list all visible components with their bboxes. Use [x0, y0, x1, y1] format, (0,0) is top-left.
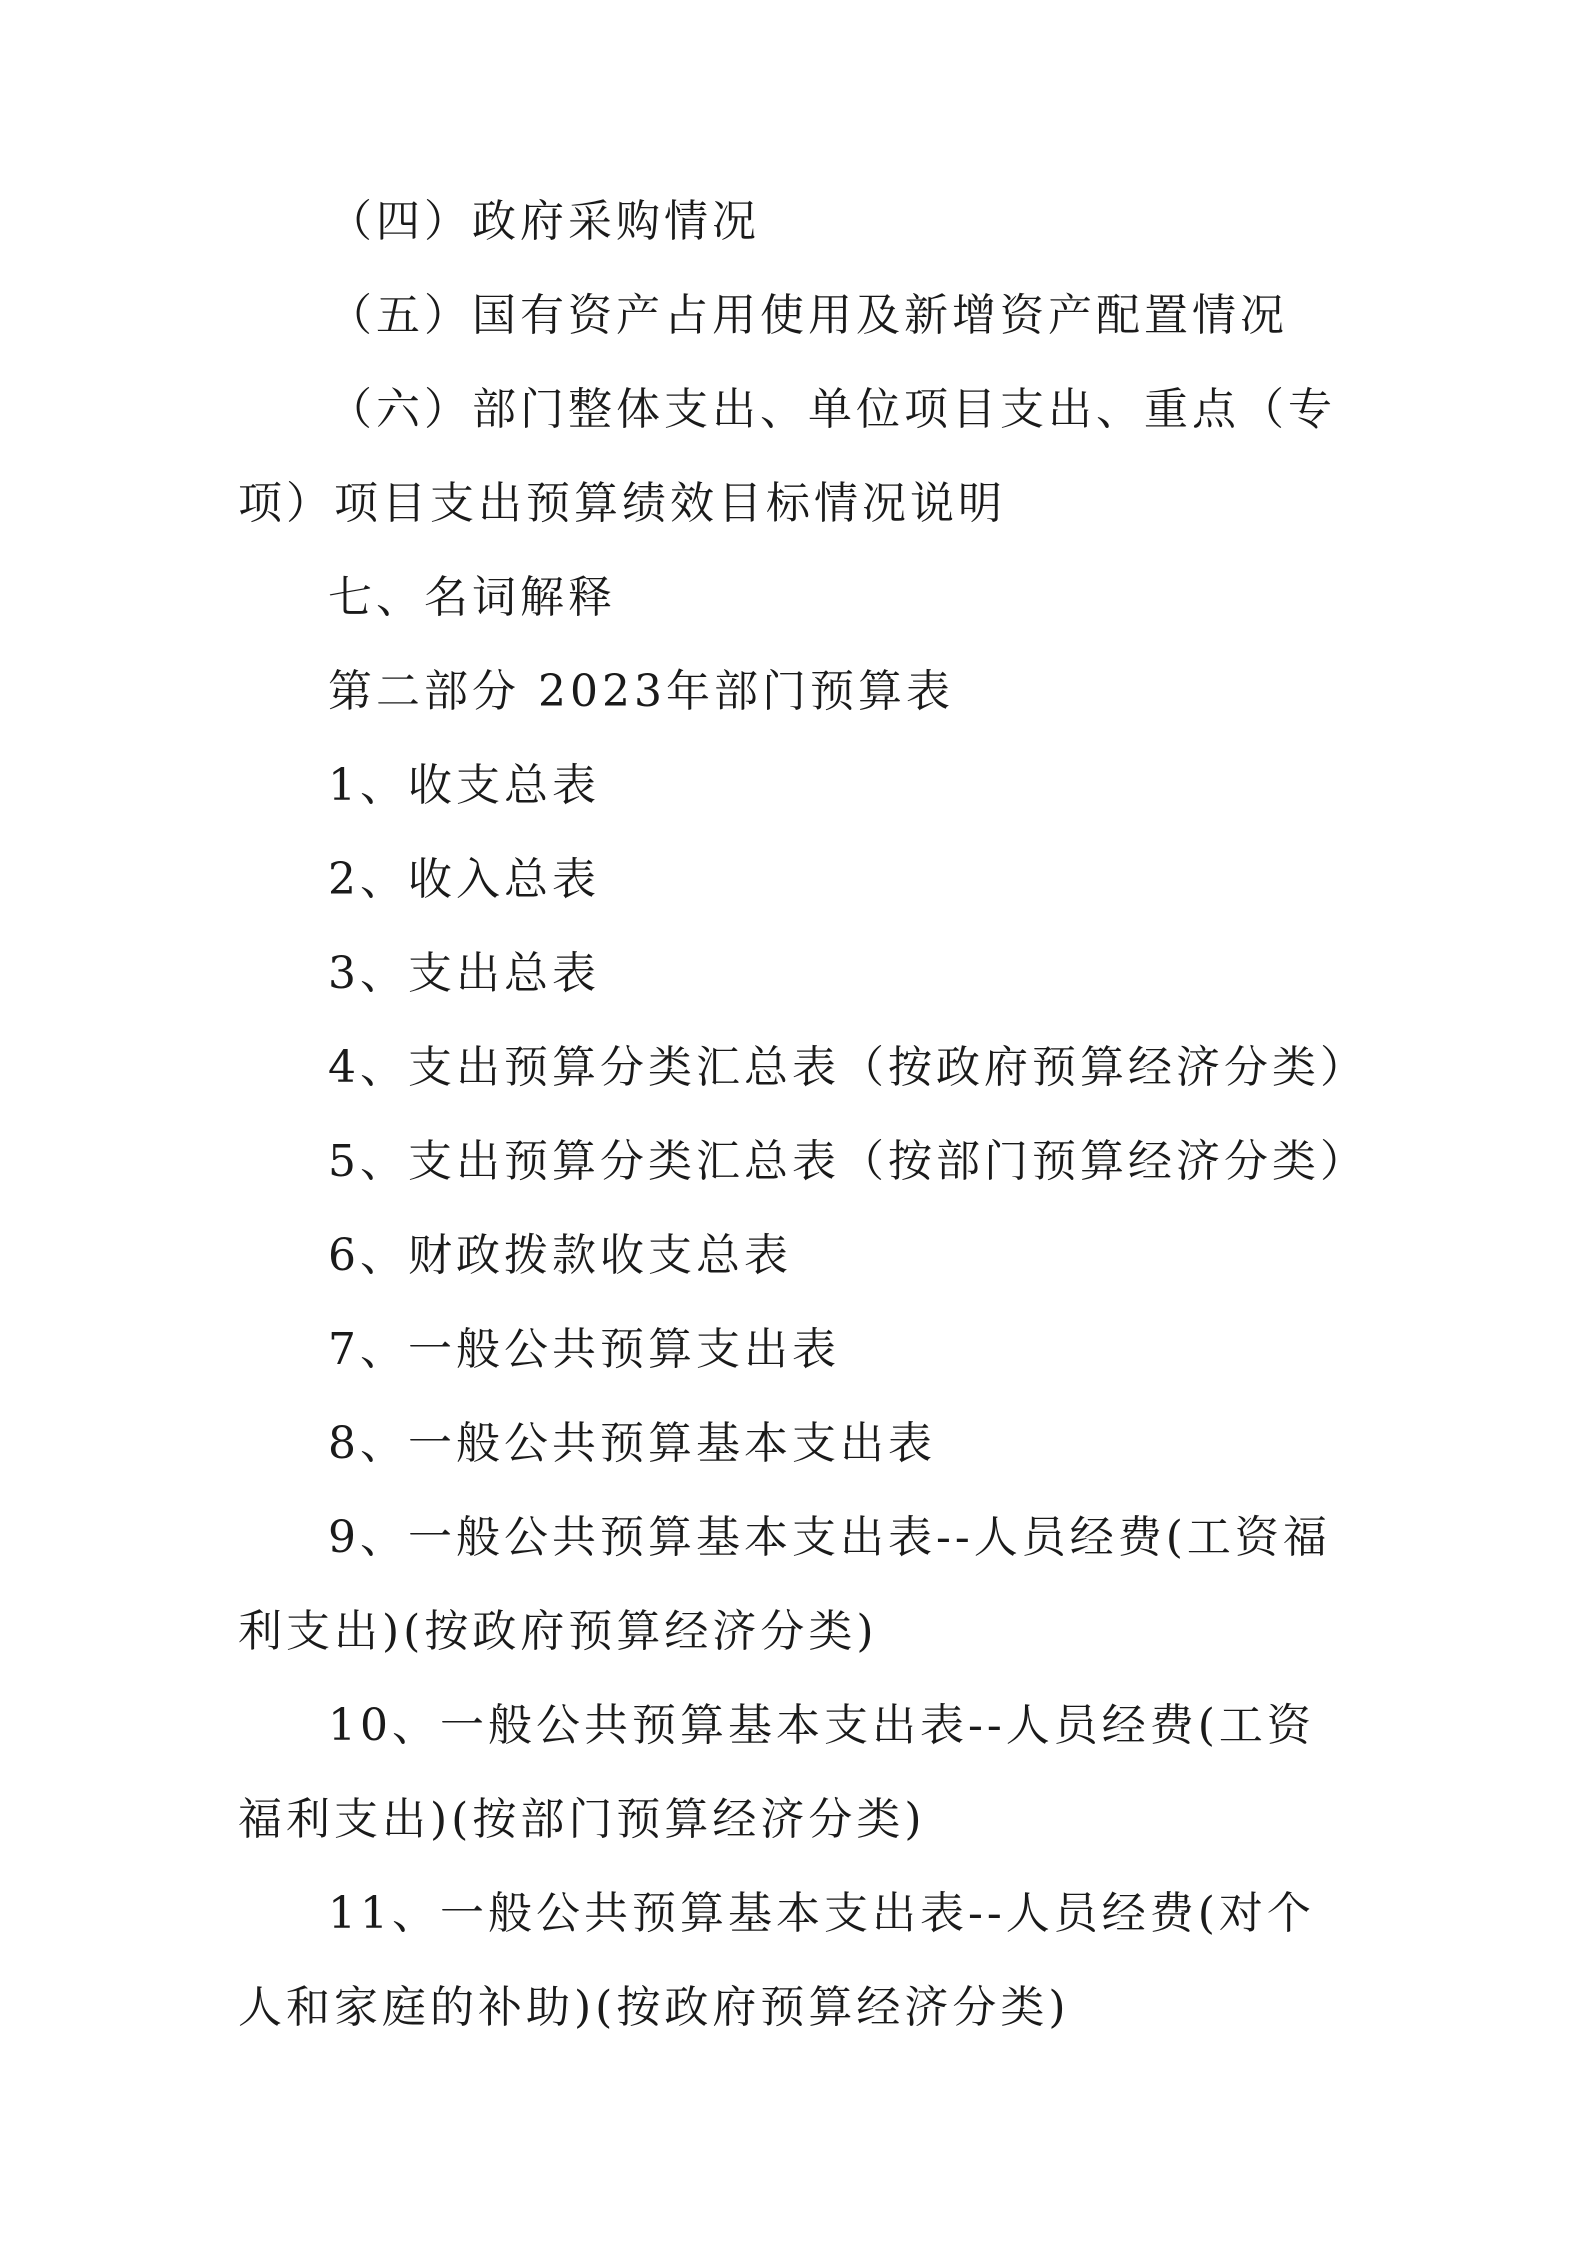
list-item-8: 8、一般公共预算基本支出表 [328, 1418, 936, 1469]
list-item-3: 3、支出总表 [328, 948, 600, 999]
list-item-6: 6、财政拨款收支总表 [328, 1230, 792, 1281]
part-two-heading: 第二部分 2023年部门预算表 [328, 666, 954, 717]
list-item-7: 7、一般公共预算支出表 [328, 1324, 840, 1375]
list-item-2: 2、收入总表 [328, 854, 600, 905]
list-item-4: 4、支出预算分类汇总表（按政府预算经济分类） [328, 1042, 1368, 1093]
section-5-heading: （五）国有资产占用使用及新增资产配置情况 [328, 290, 1288, 341]
list-item-9: 9、一般公共预算基本支出表--人员经费(工资福 [328, 1512, 1331, 1563]
list-item-10: 10、一般公共预算基本支出表--人员经费(工资 [328, 1700, 1315, 1751]
section-6-heading: （六）部门整体支出、单位项目支出、重点（专 [328, 384, 1336, 435]
section-6-heading-cont: 项）项目支出预算绩效目标情况说明 [238, 478, 1006, 529]
list-item-5: 5、支出预算分类汇总表（按部门预算经济分类） [328, 1136, 1368, 1187]
list-item-9-cont: 利支出)(按政府预算经济分类) [238, 1606, 878, 1657]
list-item-11-cont: 人和家庭的补助)(按政府预算经济分类) [238, 1982, 1070, 2033]
section-4-heading: （四）政府采购情况 [328, 196, 760, 247]
section-7-heading: 七、名词解释 [328, 572, 616, 623]
list-item-1: 1、收支总表 [328, 760, 600, 811]
list-item-11: 11、一般公共预算基本支出表--人员经费(对个 [328, 1888, 1315, 1939]
list-item-10-cont: 福利支出)(按部门预算经济分类) [238, 1794, 926, 1845]
